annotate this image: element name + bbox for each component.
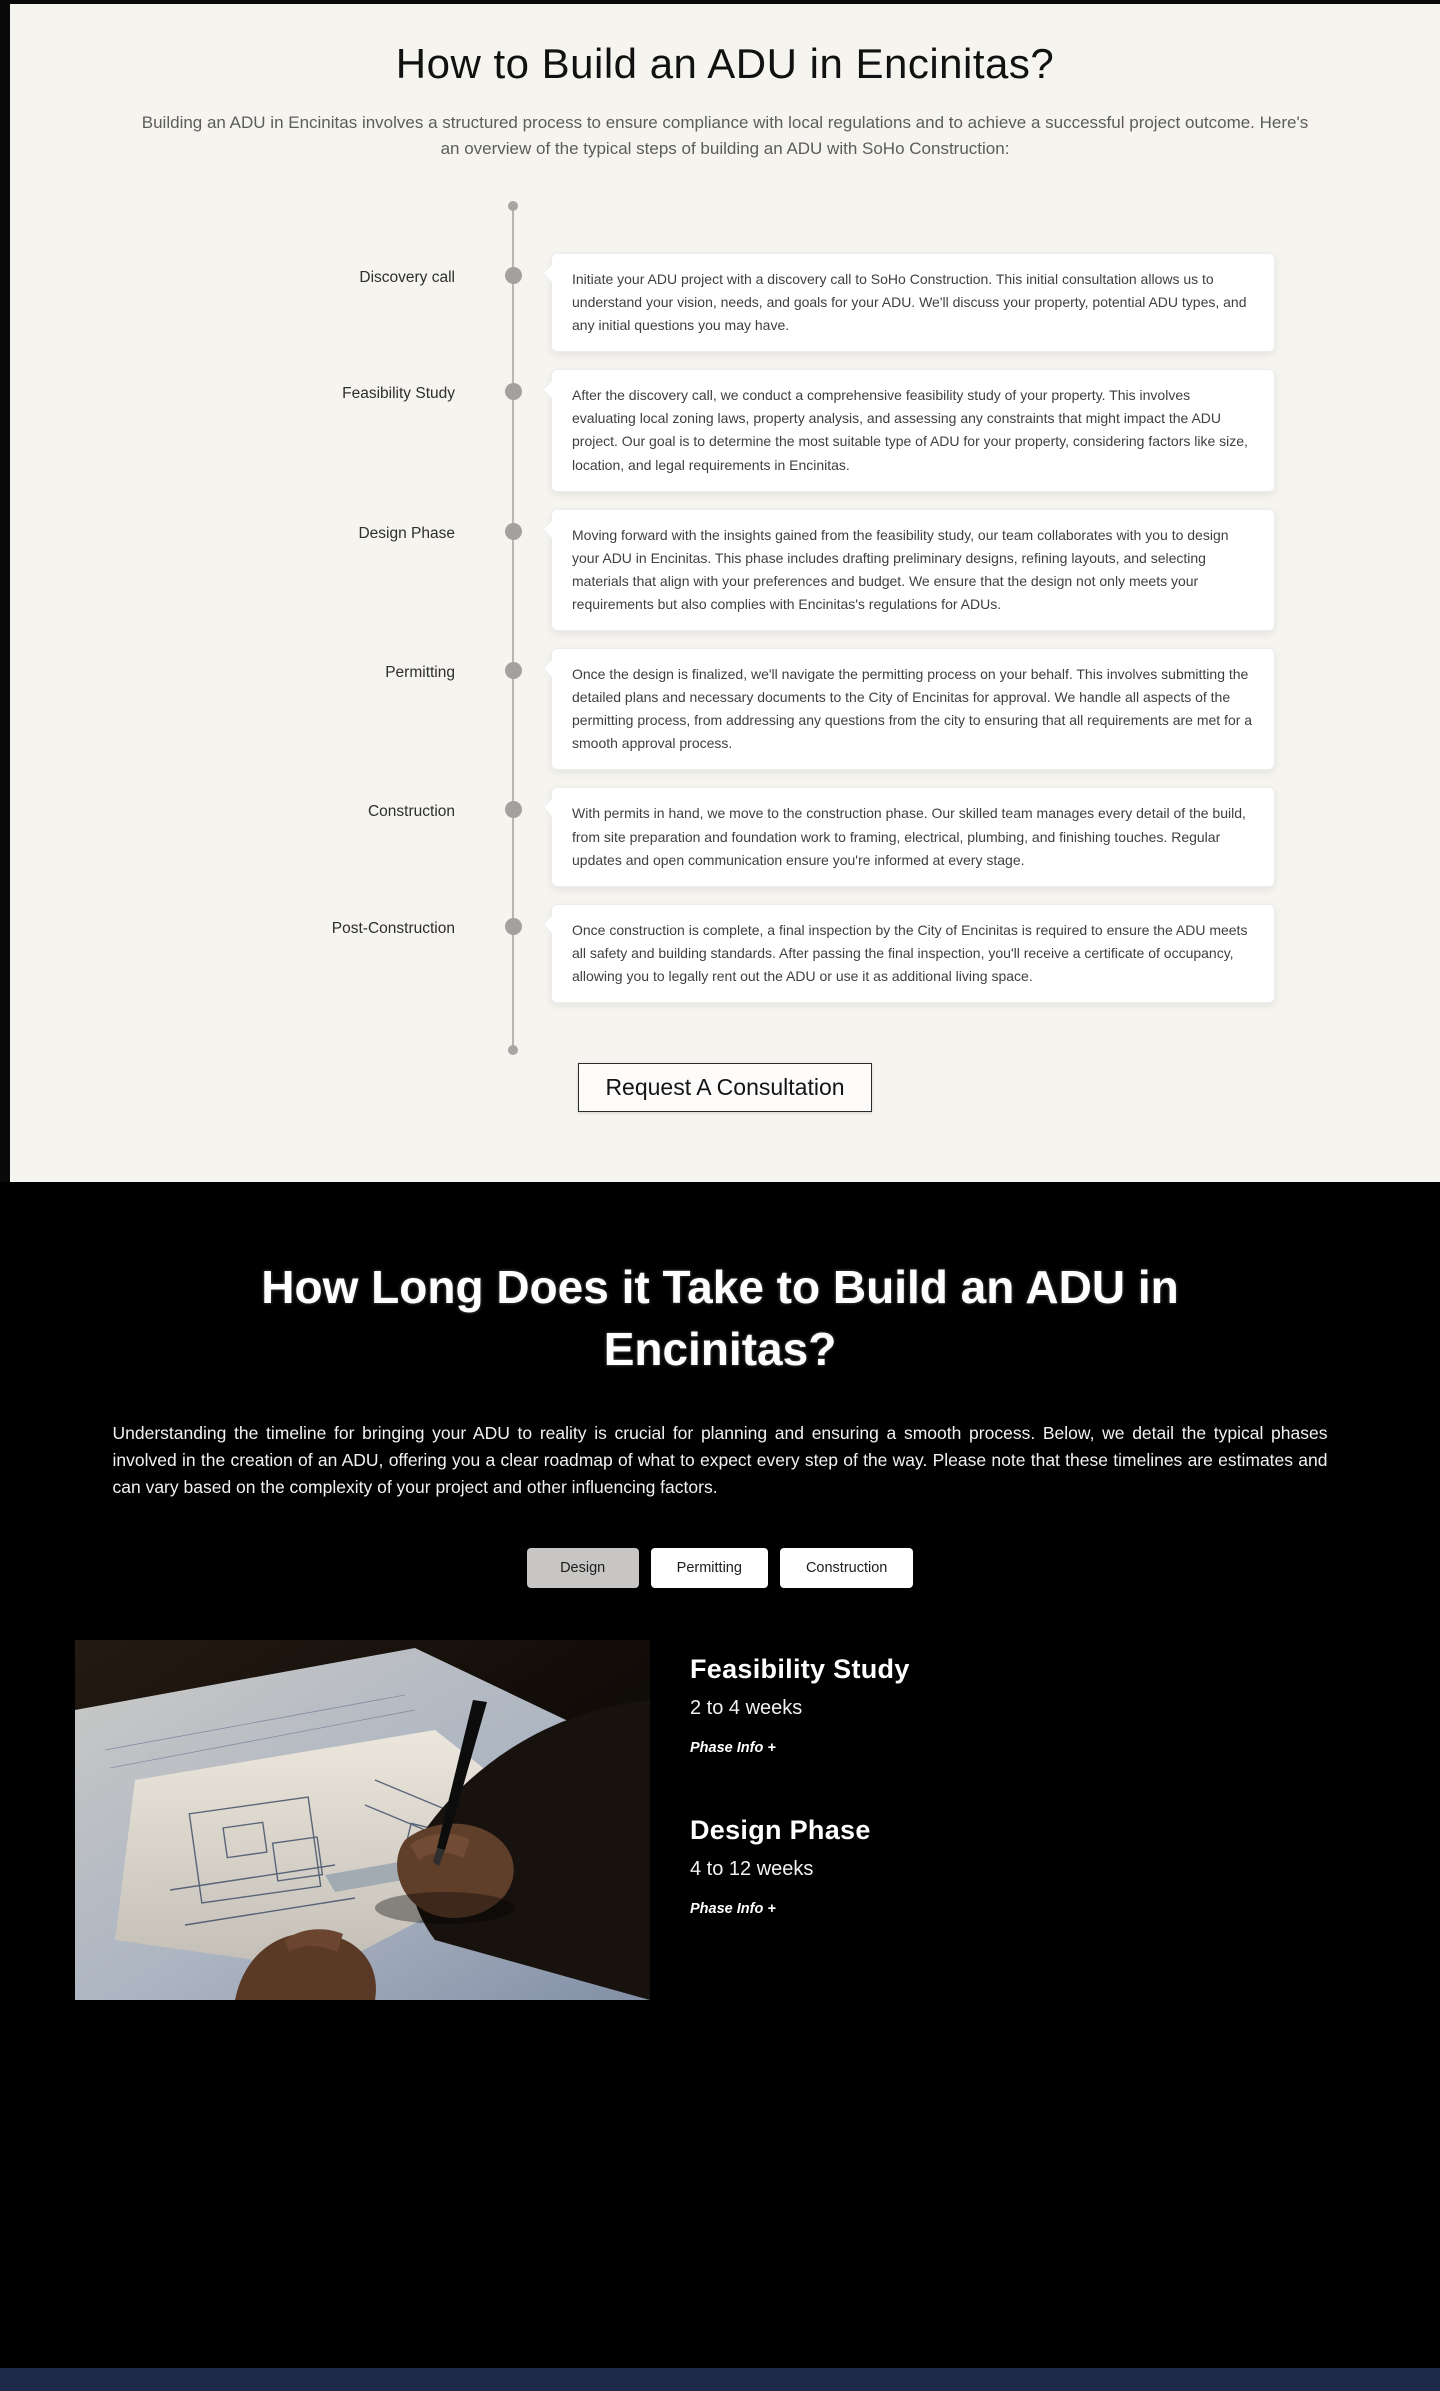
timeline-dot xyxy=(505,383,522,400)
process-intro: Building an ADU in Encinitas involves a structured process to ensure compliance with local regulations and to achieve a successful project outcome. Here's an overview of the typical steps of building an ADU with SoHo Construction: xyxy=(141,113,1309,158)
step-text: Moving forward with the insights gained from the feasibility study, our team collaborates with you to design your ADU in Encinitas. This phase includes drafting preliminary designs, refining layouts, and selecting materials that align with your preferences and budget. We ensure that the design not only meets your requirements but also complies with Encinitas's regulations for ADUs. xyxy=(572,526,1229,612)
phase-name: Design Phase xyxy=(690,1814,871,1845)
process-timeline xyxy=(175,253,1275,1003)
step-label: Feasibility Study xyxy=(342,385,455,403)
step-description-card xyxy=(551,904,1275,1003)
step-text: Once construction is complete, a final inspection by the City of Encinitas is required to ensure the ADU meets all safety and building standards. After passing the final inspection, you'll receive a certificate of occupancy, allowing you to legally rent out the ADU or use it as additional living space. xyxy=(572,921,1248,984)
footer-bar xyxy=(0,2368,1440,2391)
phase-feasibility-study xyxy=(690,1654,910,1757)
dot-column xyxy=(475,648,551,679)
phase-duration: 4 to 12 weeks xyxy=(690,1857,814,1880)
step-label: Design Phase xyxy=(358,524,455,542)
duration-intro: Understanding the timeline for bringing your ADU to reality is crucial for planning and ensuring a smooth process. Below, we detail the typical phases involved in the creation of an ADU, offering you a clear roadmap of what to expect every step of the way. Please note that these timelines are estimates and can vary based on the complexity of your project and other influencing factors. xyxy=(112,1423,1328,1498)
dot-column xyxy=(475,253,551,284)
step-text: Initiate your ADU project with a discovery call to SoHo Construction. This initial consultation allows us to understand your vision, needs, and goals for your ADU. We'll discuss your property, potential ADU types, and any initial questions you may have. xyxy=(572,271,1247,334)
page-title: How to Build an ADU in Encinitas? xyxy=(395,40,1055,87)
timeline-dot xyxy=(505,918,522,935)
blueprint-photo-art xyxy=(75,1640,650,2000)
phase-tabs xyxy=(0,1548,1440,1588)
step-text: With permits in hand, we move to the construction phase. Our skilled team manages every detail of the build, from site preparation and foundation work to framing, electrical, plumbing, and finishing touches. Regular updates and open communication ensure you're informed at every stage. xyxy=(572,805,1246,868)
duration-section xyxy=(0,1182,1440,2368)
phase-list xyxy=(690,1640,910,2000)
dot-column xyxy=(475,369,551,400)
tab-construction[interactable]: Construction xyxy=(780,1548,913,1588)
dot-column xyxy=(475,787,551,818)
process-section xyxy=(0,4,1440,1182)
step-description-card xyxy=(551,369,1275,491)
duration-title: How Long Does it Take to Build an ADU in Encinitas? xyxy=(261,1260,1179,1376)
timeline-dot xyxy=(505,523,522,540)
tab-design[interactable]: Design xyxy=(527,1548,639,1588)
duration-content xyxy=(75,1640,1365,2368)
step-label: Post-Construction xyxy=(331,919,455,937)
tab-permitting[interactable]: Permitting xyxy=(651,1548,768,1588)
timeline-step-feasibility xyxy=(175,369,1275,491)
timeline-step-permitting xyxy=(175,648,1275,770)
timeline-step-design xyxy=(175,509,1275,631)
phase-name: Feasibility Study xyxy=(690,1653,910,1684)
timeline-step-discovery xyxy=(175,253,1275,352)
step-description-card xyxy=(551,509,1275,631)
phase-design xyxy=(690,1815,910,1918)
step-description-card xyxy=(551,253,1275,352)
blueprint-drawing-photo xyxy=(75,1640,650,2000)
request-consultation-button[interactable]: Request A Consultation xyxy=(578,1063,871,1112)
step-label: Discovery call xyxy=(359,269,455,286)
timeline-step-construction xyxy=(175,787,1275,886)
step-description-card xyxy=(551,787,1275,886)
dot-column xyxy=(475,509,551,540)
timeline-dot xyxy=(505,662,522,679)
step-text: After the discovery call, we conduct a comprehensive feasibility study of your property. This involves evaluating local zoning laws, property analysis, and assessing any constraints that might impact the ADU project. Our goal is to determine the most suitable type of ADU for your property, considering factors like size, location, and legal requirements in Encinitas. xyxy=(572,387,1248,473)
phase-info-link[interactable]: Phase Info + xyxy=(690,1900,776,1917)
dot-column xyxy=(475,904,551,935)
timeline-dot xyxy=(505,267,522,284)
timeline-dot xyxy=(505,801,522,818)
step-text: Once the design is finalized, we'll navigate the permitting process on your behalf. This involves submitting the detailed plans and necessary documents to the City of Encinitas for approval. We handle all aspects of the permitting process, from addressing any questions from the city to ensuring that all requirements are met for a smooth approval process. xyxy=(572,666,1253,752)
step-label: Permitting xyxy=(385,664,455,682)
phase-info-link[interactable]: Phase Info + xyxy=(690,1739,776,1756)
cta-wrap xyxy=(10,1063,1440,1112)
phase-duration: 2 to 4 weeks xyxy=(690,1696,803,1719)
step-description-card xyxy=(551,648,1275,770)
step-label: Construction xyxy=(367,803,455,821)
timeline-step-post-construction xyxy=(175,904,1275,1003)
